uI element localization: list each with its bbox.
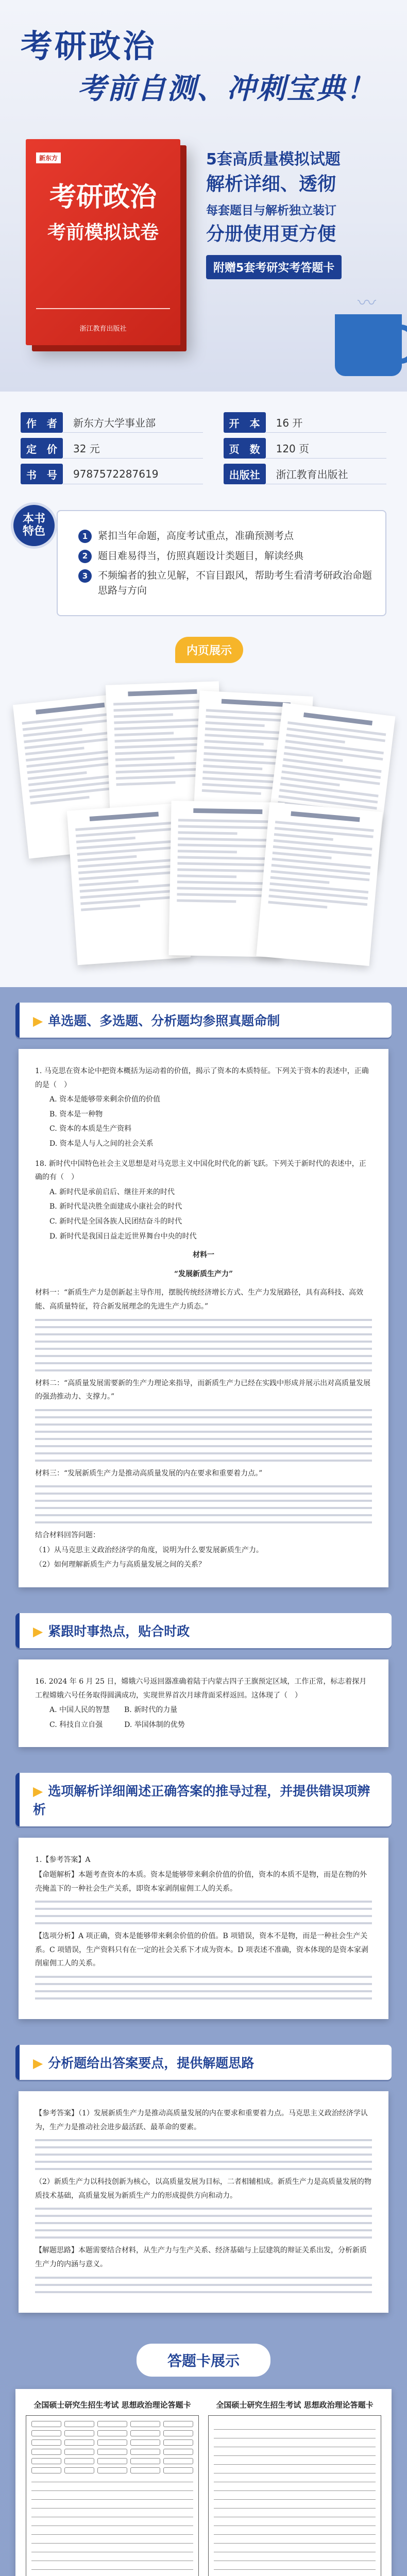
info-label: 书 号	[21, 464, 63, 484]
info-label: 开 本	[224, 412, 266, 433]
sample-page	[19, 1659, 388, 1747]
feature-text: 紧扣当年命题，高度考试重点，准确预测考点	[98, 530, 294, 541]
section-current-affairs	[0, 1598, 407, 1757]
number-icon: 1	[78, 530, 92, 543]
answer-sheet-title: 答题卡展示	[137, 2344, 270, 2377]
info-row	[21, 412, 386, 433]
features-badge	[13, 505, 55, 546]
feature-text: 题目难易得当，仿照真题设计类题目，解读经典	[98, 550, 304, 562]
section-question-types	[0, 987, 407, 1598]
info-label: 出版社	[224, 464, 266, 484]
material-title: “发展新质生产力”	[174, 1269, 233, 1278]
sheet-thumbnail	[256, 802, 382, 966]
feature-text: 不频编者的独立见解，不盲目跟风，帮助考生看清考研政治命题思路与方向	[98, 570, 372, 596]
book-subtitle: 考前模拟试卷	[47, 222, 159, 243]
material-text: 材料三：“发展新质生产力是推动高质量发展的内在要求和重要着力点。”	[35, 1469, 263, 1478]
book-name: 考研政治	[49, 181, 157, 213]
writing-area	[208, 2415, 381, 2576]
info-value: 9787572287619	[63, 464, 203, 484]
book-features	[0, 500, 407, 637]
prompt-text: 结合材料回答问题：	[35, 1531, 100, 1540]
answer-sheet-page	[208, 2399, 381, 2576]
book-publisher: 浙江教育出版社	[79, 325, 127, 333]
question-text: 1. 马克思在资本论中把资本概括为运动着的价值，揭示了资本的本质特征。下列关于资本的表述中，正确的是（ ）	[35, 1067, 369, 1089]
hero-subtitle: 考前自测、冲刺宝典！	[77, 72, 376, 106]
sheet-stack	[15, 678, 392, 967]
option-text: C. 资本的本质是生产资料	[49, 1125, 132, 1133]
section-heading	[15, 1003, 392, 1038]
section-heading-text: 分析题给出答案要点，提供解题思路	[48, 2056, 255, 2071]
number-icon: 2	[78, 550, 92, 563]
info-table	[21, 407, 386, 489]
sample-page	[19, 2091, 388, 2313]
features-box	[57, 510, 386, 616]
info-value: 32 元	[63, 438, 203, 459]
book-divider	[36, 308, 170, 309]
hero-banner	[0, 0, 407, 392]
section-heading-text: 紧跟时事热点，贴合时政	[48, 1624, 190, 1639]
prompt-text: （1）从马克思主义政治经济学的角度，说明为什么要发展新质生产力。	[35, 1546, 263, 1554]
info-label: 作 者	[21, 412, 63, 433]
answer-text: （2）新质生产力以科技创新为核心，以高质量发展为目标，二者相辅相成。新质生产力是高质量发展的物质技术基础，高质量发展为新质生产力的形成提供方向和动力。	[35, 2178, 371, 2200]
info-value: 浙江教育出版社	[266, 464, 386, 484]
book-cover	[26, 139, 180, 345]
section-analysis	[0, 2029, 407, 2323]
info-label: 定 价	[21, 438, 63, 459]
option-text: C. 科技自立自强 D. 举国体制的优势	[49, 1720, 185, 1729]
section-heading-text: 选项解析详细阐述正确答案的推导过程，并提供错误项辨析	[33, 1784, 370, 1818]
arrow-icon: ▶	[33, 2056, 43, 2071]
info-row	[21, 438, 386, 459]
number-icon: 3	[78, 569, 92, 583]
material-label: 材料一	[193, 1251, 214, 1260]
preview-badge: 内页展示	[175, 637, 243, 663]
answer-sheet-heading: 全国硕士研究生招生考试 思想政治理论答题卡	[33, 2400, 191, 2410]
option-text: C. 新时代是全国各族人民团结奋斗的时代	[49, 1217, 182, 1226]
approach-text: 【解题思路】本题需要结合材料，从生产力与生产关系、经济基础与上层建筑的辩证关系出发，分析新质生产力的内涵与意义。	[35, 2246, 367, 2268]
sample-page	[19, 1838, 388, 2019]
material-text: 材料一：“新质生产力是创新起主导作用，摆脱传统经济增长方式、生产力发展路径，具有高科技、高效能、高质量特征，符合新发展理念的先进生产力质态。”	[35, 1289, 364, 1311]
feature-list	[206, 149, 397, 279]
book-info	[0, 392, 407, 500]
info-value: 新东方大学事业部	[63, 412, 203, 433]
option-text: D. 新时代是我国日益走近世界舞台中央的时代	[49, 1232, 197, 1241]
answer-sheet-heading: 全国硕士研究生招生考试 思想政治理论答题卡	[216, 2400, 374, 2410]
feature-row	[78, 549, 373, 564]
feature-item: 解析详细、透彻	[206, 174, 336, 195]
sample-page	[19, 1049, 388, 1587]
option-text: A. 中国人民的智慧 B. 新时代的力量	[49, 1706, 178, 1715]
feature-item: 分册使用更方便	[206, 224, 336, 245]
arrow-icon: ▶	[33, 1784, 43, 1799]
feature-item: 每套题目与解析独立装订	[206, 204, 336, 217]
page-preview	[0, 637, 407, 987]
answer-sheet-section	[0, 2323, 407, 2576]
section-heading	[15, 1773, 392, 1826]
info-row	[21, 464, 386, 484]
bubble-grid	[26, 2415, 199, 2576]
option-text: B. 资本是一种物	[49, 1110, 103, 1118]
bonus-badge: 附赠5套考研实考答题卡	[206, 255, 342, 279]
question-text: 18. 新时代中国特色社会主义思想是对马克思主义中国化时代化的新飞跃。下列关于新时代的表述中，正确的有（ ）	[35, 1159, 366, 1182]
feature-row	[78, 529, 373, 544]
section-heading-text: 单选题、多选题、分析题均参照真题命制	[48, 1013, 280, 1028]
section-heading	[15, 2045, 392, 2080]
material-text: 材料二：“高质量发展需要新的生产力理论来指导，而新质生产力已经在实践中形成并展示出对高质量发展的强劲推动力、支撑力。”	[35, 1379, 371, 1401]
section-heading	[15, 1613, 392, 1648]
section-explanations	[0, 1757, 407, 2029]
feature-item: 5套高质量模拟试题	[206, 150, 341, 168]
feature-row	[78, 568, 373, 598]
question-text: 16. 2024 年 6 月 25 日，嫦娥六号返回器准确着陆于内蒙古四子王旗预定区域，工作正常，标志着探月工程嫦娥六号任务取得圆满成功，实现世界首次月球背面采样返回。这体现了（ ）	[35, 1677, 367, 1700]
option-text: A. 资本是能够带来剩余价值的价值	[49, 1095, 161, 1104]
answer-sheet-page	[26, 2399, 199, 2576]
steam-icon: 〰	[357, 293, 376, 314]
option-text: D. 资本是人与人之间的社会关系	[49, 1139, 154, 1148]
book-brand: 新东方	[36, 152, 61, 163]
answer-sheet	[15, 2389, 392, 2576]
analysis-text: 【选项分析】A 项正确，资本是能够带来剩余价值的价值。B 项错误，资本不是物，而是一种社会生产关系。C 项错误，生产资料只有在一定的社会关系下才成为资本。D 项表述不准确，资本体现的是资本家剥削雇佣工人的关系。	[35, 1932, 368, 1968]
analysis-text: 【命题解析】本题考查资本的本质。资本是能够带来剩余价值的价值，资本的本质不是物，而是在物的外壳掩盖下的一种社会生产关系，即资本家剥削雇佣工人的关系。	[35, 1871, 367, 1893]
arrow-icon: ▶	[33, 1624, 43, 1639]
hero-title: 考研政治	[21, 27, 157, 65]
answer-text: 【参考答案】（1）发展新质生产力是推动高质量发展的内在要求和重要着力点。马克思主义政治经济学认为，生产力是推动社会进步最活跃、最革命的要素。	[35, 2109, 368, 2131]
answer-text: 1.【参考答案】A	[35, 1856, 91, 1865]
option-text: A. 新时代是承前启后、继往开来的时代	[49, 1188, 175, 1196]
arrow-icon: ▶	[33, 1013, 43, 1028]
features-badge-label: 本书 特色	[22, 512, 45, 538]
info-value: 120 页	[266, 438, 386, 459]
info-label: 页 数	[224, 438, 266, 459]
mug-icon	[335, 314, 402, 376]
info-value: 16 开	[266, 412, 386, 433]
option-text: B. 新时代是决胜全面建成小康社会的时代	[49, 1202, 182, 1211]
prompt-text: （2）如何理解新质生产力与高质量发展之间的关系？	[35, 1561, 206, 1569]
